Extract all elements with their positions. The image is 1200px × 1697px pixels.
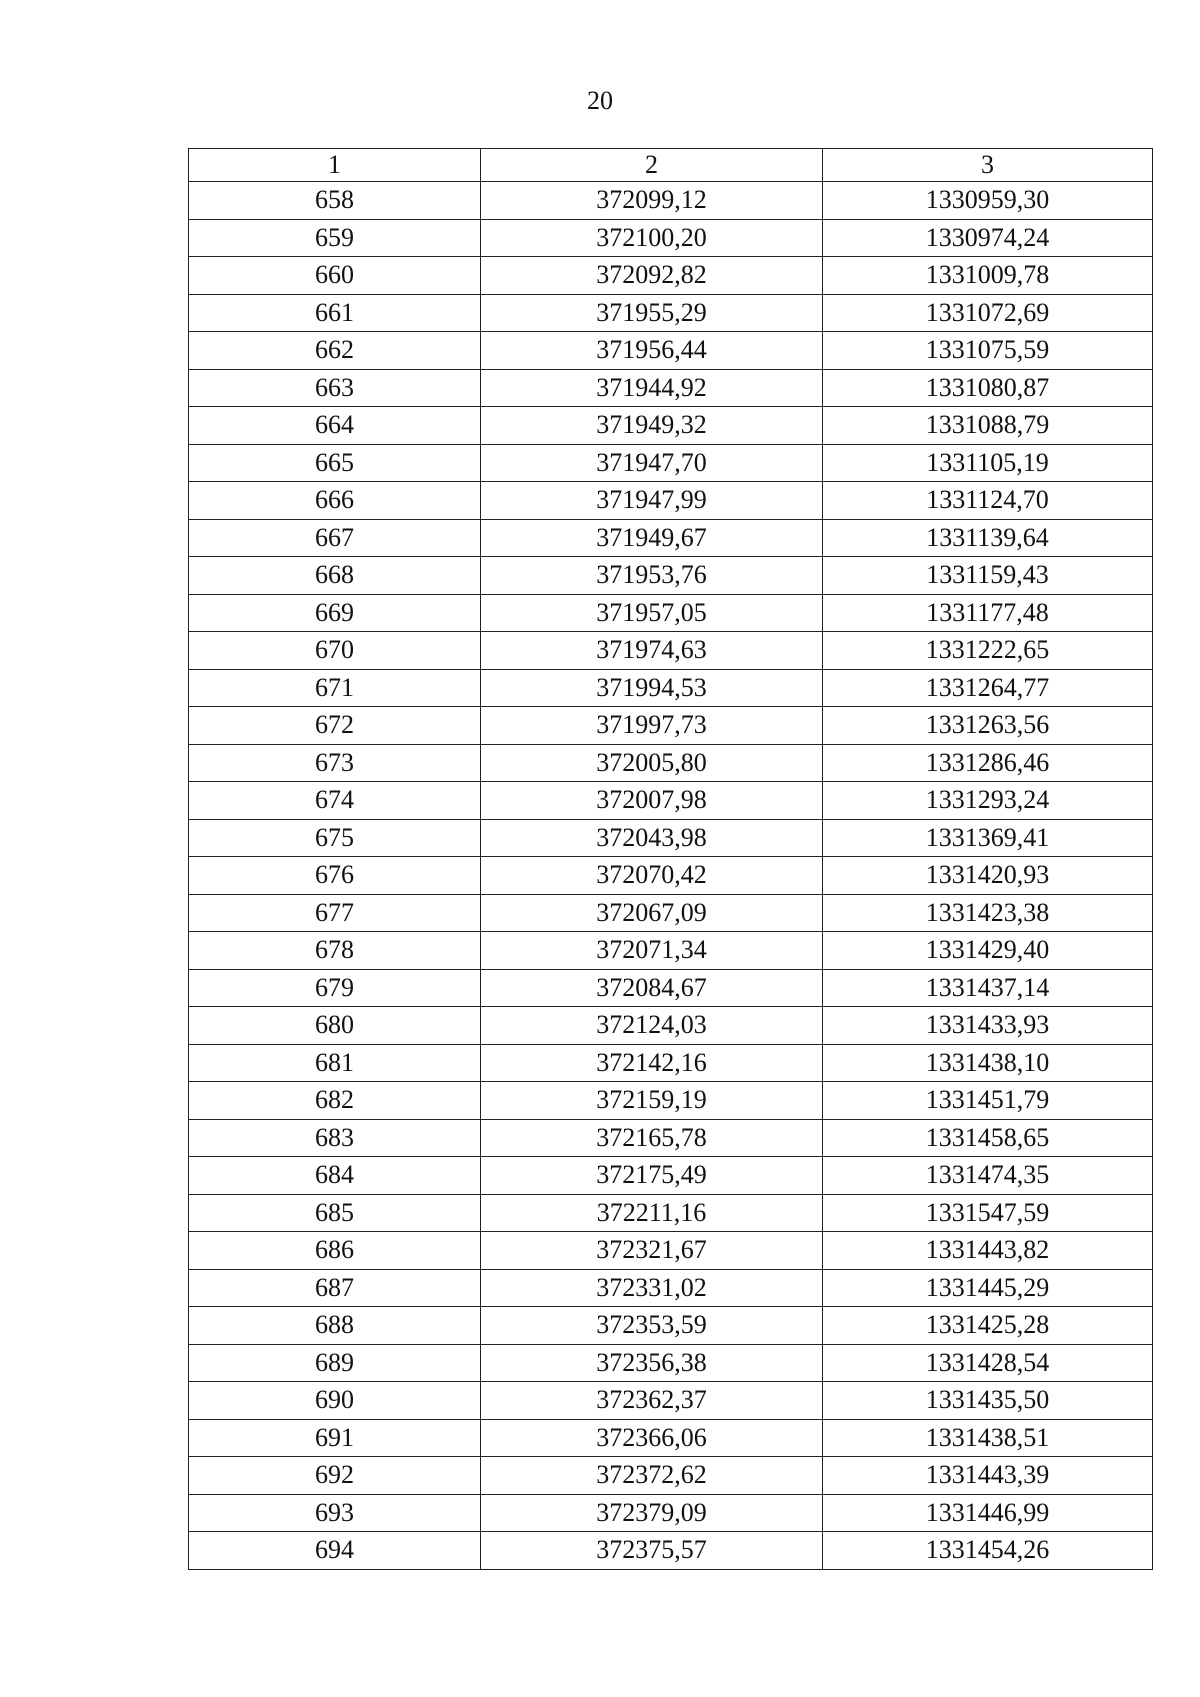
x-coordinate-cell: 372353,59 (481, 1307, 823, 1345)
table-row (189, 369, 1153, 407)
point-number-cell: 673 (189, 744, 481, 782)
y-coordinate-cell: 1331072,69 (823, 294, 1153, 332)
point-number-cell: 670 (189, 632, 481, 670)
y-coordinate-cell: 1331458,65 (823, 1119, 1153, 1157)
point-number-cell: 691 (189, 1419, 481, 1457)
y-coordinate-cell: 1331445,29 (823, 1269, 1153, 1307)
point-number-cell: 687 (189, 1269, 481, 1307)
table-row (189, 1307, 1153, 1345)
y-coordinate-cell: 1331429,40 (823, 932, 1153, 970)
y-coordinate-cell: 1331105,19 (823, 444, 1153, 482)
point-number-cell: 672 (189, 707, 481, 745)
x-coordinate-cell: 372375,57 (481, 1532, 823, 1570)
table-row (189, 332, 1153, 370)
table-row (189, 707, 1153, 745)
y-coordinate-cell: 1331009,78 (823, 257, 1153, 295)
x-coordinate-cell: 371956,44 (481, 332, 823, 370)
table-row (189, 444, 1153, 482)
x-coordinate-cell: 372070,42 (481, 857, 823, 895)
y-coordinate-cell: 1331446,99 (823, 1494, 1153, 1532)
table-row (189, 669, 1153, 707)
point-number-cell: 661 (189, 294, 481, 332)
point-number-cell: 678 (189, 932, 481, 970)
table-row (189, 219, 1153, 257)
y-coordinate-cell: 1331435,50 (823, 1382, 1153, 1420)
table-row (189, 519, 1153, 557)
point-number-cell: 659 (189, 219, 481, 257)
x-coordinate-cell: 372100,20 (481, 219, 823, 257)
point-number-cell: 674 (189, 782, 481, 820)
x-coordinate-cell: 372362,37 (481, 1382, 823, 1420)
y-coordinate-cell: 1331124,70 (823, 482, 1153, 520)
table-row (189, 632, 1153, 670)
x-coordinate-cell: 372067,09 (481, 894, 823, 932)
y-coordinate-cell: 1331159,43 (823, 557, 1153, 595)
table-row (189, 182, 1153, 220)
y-coordinate-cell: 1331437,14 (823, 969, 1153, 1007)
point-number-cell: 667 (189, 519, 481, 557)
x-coordinate-cell: 372356,38 (481, 1344, 823, 1382)
y-coordinate-cell: 1331451,79 (823, 1082, 1153, 1120)
table-row (189, 594, 1153, 632)
x-coordinate-cell: 372071,34 (481, 932, 823, 970)
y-coordinate-cell: 1331075,59 (823, 332, 1153, 370)
y-coordinate-cell: 1331425,28 (823, 1307, 1153, 1345)
y-coordinate-cell: 1331264,77 (823, 669, 1153, 707)
x-coordinate-cell: 372366,06 (481, 1419, 823, 1457)
x-coordinate-cell: 372159,19 (481, 1082, 823, 1120)
point-number-cell: 690 (189, 1382, 481, 1420)
point-number-cell: 677 (189, 894, 481, 932)
x-coordinate-cell: 372379,09 (481, 1494, 823, 1532)
table-row (189, 857, 1153, 895)
x-coordinate-cell: 372092,82 (481, 257, 823, 295)
x-coordinate-cell: 372099,12 (481, 182, 823, 220)
point-number-cell: 686 (189, 1232, 481, 1270)
table-row (189, 1119, 1153, 1157)
table-row (189, 257, 1153, 295)
point-number-cell: 680 (189, 1007, 481, 1045)
y-coordinate-cell: 1331474,35 (823, 1157, 1153, 1195)
x-coordinate-cell: 372211,16 (481, 1194, 823, 1232)
y-coordinate-cell: 1331369,41 (823, 819, 1153, 857)
y-coordinate-cell: 1330959,30 (823, 182, 1153, 220)
y-coordinate-cell: 1331420,93 (823, 857, 1153, 895)
x-coordinate-cell: 371997,73 (481, 707, 823, 745)
y-coordinate-cell: 1331177,48 (823, 594, 1153, 632)
point-number-cell: 676 (189, 857, 481, 895)
x-coordinate-cell: 372124,03 (481, 1007, 823, 1045)
table-row (189, 1344, 1153, 1382)
y-coordinate-cell: 1330974,24 (823, 219, 1153, 257)
point-number-cell: 671 (189, 669, 481, 707)
table-row (189, 1382, 1153, 1420)
table-row (189, 1232, 1153, 1270)
table-row (189, 1082, 1153, 1120)
y-coordinate-cell: 1331423,38 (823, 894, 1153, 932)
point-number-cell: 681 (189, 1044, 481, 1082)
x-coordinate-cell: 371949,67 (481, 519, 823, 557)
table-row (189, 744, 1153, 782)
point-number-cell: 658 (189, 182, 481, 220)
table-row (189, 1494, 1153, 1532)
point-number-cell: 679 (189, 969, 481, 1007)
x-coordinate-cell: 372007,98 (481, 782, 823, 820)
y-coordinate-cell: 1331547,59 (823, 1194, 1153, 1232)
table-row (189, 294, 1153, 332)
x-coordinate-cell: 372175,49 (481, 1157, 823, 1195)
table-row (189, 407, 1153, 445)
table-row (189, 932, 1153, 970)
table-row (189, 782, 1153, 820)
x-coordinate-cell: 371957,05 (481, 594, 823, 632)
coordinates-table (188, 148, 1153, 1570)
point-number-cell: 668 (189, 557, 481, 595)
table-row (189, 819, 1153, 857)
point-number-cell: 666 (189, 482, 481, 520)
x-coordinate-cell: 371947,99 (481, 482, 823, 520)
y-coordinate-cell: 1331454,26 (823, 1532, 1153, 1570)
table-header-row (189, 149, 1153, 182)
point-number-cell: 675 (189, 819, 481, 857)
column-header-2: 2 (481, 149, 823, 182)
x-coordinate-cell: 372331,02 (481, 1269, 823, 1307)
y-coordinate-cell: 1331222,65 (823, 632, 1153, 670)
point-number-cell: 683 (189, 1119, 481, 1157)
y-coordinate-cell: 1331443,82 (823, 1232, 1153, 1270)
point-number-cell: 664 (189, 407, 481, 445)
table-row (189, 1532, 1153, 1570)
table-row (189, 1157, 1153, 1195)
point-number-cell: 689 (189, 1344, 481, 1382)
x-coordinate-cell: 372321,67 (481, 1232, 823, 1270)
y-coordinate-cell: 1331433,93 (823, 1007, 1153, 1045)
y-coordinate-cell: 1331438,10 (823, 1044, 1153, 1082)
y-coordinate-cell: 1331286,46 (823, 744, 1153, 782)
x-coordinate-cell: 372084,67 (481, 969, 823, 1007)
point-number-cell: 688 (189, 1307, 481, 1345)
y-coordinate-cell: 1331443,39 (823, 1457, 1153, 1495)
y-coordinate-cell: 1331263,56 (823, 707, 1153, 745)
point-number-cell: 660 (189, 257, 481, 295)
table-row (189, 1269, 1153, 1307)
x-coordinate-cell: 371947,70 (481, 444, 823, 482)
x-coordinate-cell: 372043,98 (481, 819, 823, 857)
point-number-cell: 694 (189, 1532, 481, 1570)
point-number-cell: 662 (189, 332, 481, 370)
table-row (189, 482, 1153, 520)
column-header-3: 3 (823, 149, 1153, 182)
x-coordinate-cell: 371944,92 (481, 369, 823, 407)
x-coordinate-cell: 371974,63 (481, 632, 823, 670)
y-coordinate-cell: 1331428,54 (823, 1344, 1153, 1382)
table-row (189, 1044, 1153, 1082)
table-body (189, 182, 1153, 1570)
table-row (189, 1419, 1153, 1457)
table-row (189, 1457, 1153, 1495)
point-number-cell: 693 (189, 1494, 481, 1532)
x-coordinate-cell: 372142,16 (481, 1044, 823, 1082)
x-coordinate-cell: 371955,29 (481, 294, 823, 332)
page-number: 20 (587, 86, 613, 115)
point-number-cell: 669 (189, 594, 481, 632)
y-coordinate-cell: 1331293,24 (823, 782, 1153, 820)
point-number-cell: 665 (189, 444, 481, 482)
point-number-cell: 663 (189, 369, 481, 407)
x-coordinate-cell: 372005,80 (481, 744, 823, 782)
column-header-1: 1 (189, 149, 481, 182)
table-row (189, 894, 1153, 932)
y-coordinate-cell: 1331139,64 (823, 519, 1153, 557)
y-coordinate-cell: 1331088,79 (823, 407, 1153, 445)
table-row (189, 969, 1153, 1007)
table-row (189, 1194, 1153, 1232)
y-coordinate-cell: 1331080,87 (823, 369, 1153, 407)
point-number-cell: 685 (189, 1194, 481, 1232)
point-number-cell: 682 (189, 1082, 481, 1120)
table-row (189, 1007, 1153, 1045)
point-number-cell: 692 (189, 1457, 481, 1495)
x-coordinate-cell: 371994,53 (481, 669, 823, 707)
x-coordinate-cell: 371953,76 (481, 557, 823, 595)
y-coordinate-cell: 1331438,51 (823, 1419, 1153, 1457)
table-row (189, 557, 1153, 595)
x-coordinate-cell: 372372,62 (481, 1457, 823, 1495)
x-coordinate-cell: 372165,78 (481, 1119, 823, 1157)
x-coordinate-cell: 371949,32 (481, 407, 823, 445)
point-number-cell: 684 (189, 1157, 481, 1195)
